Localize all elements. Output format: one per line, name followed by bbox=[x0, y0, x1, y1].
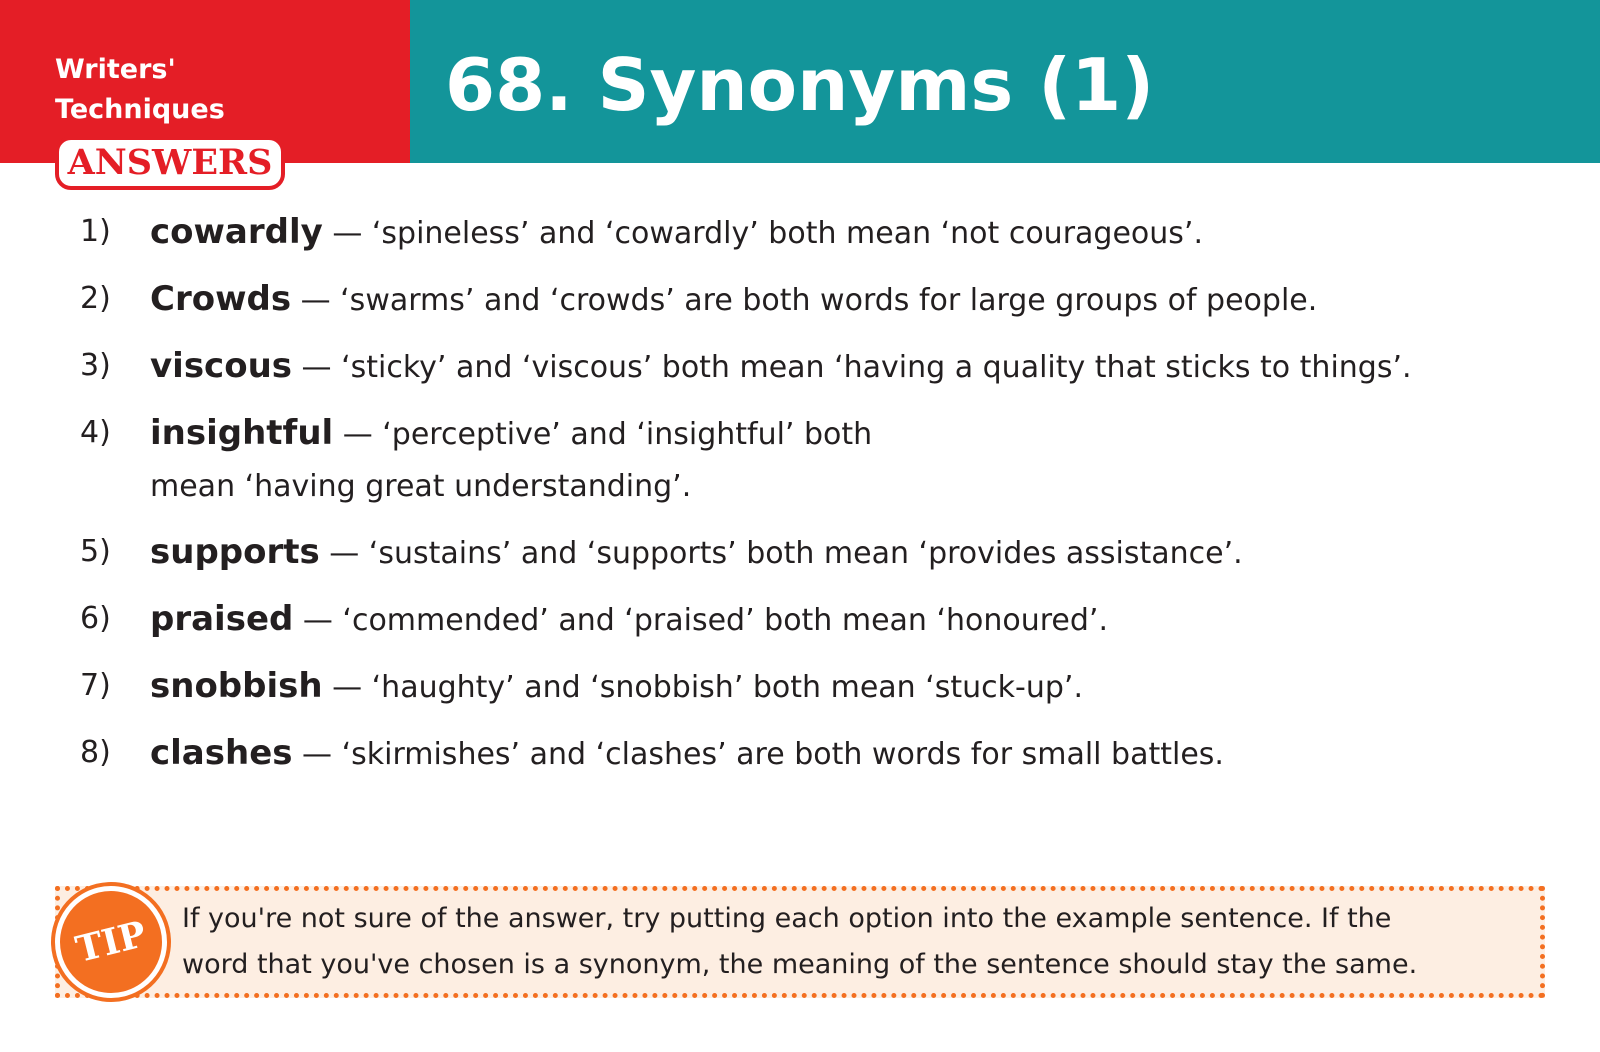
answer-explanation: — ‘sticky’ and ‘viscous’ both mean ‘having a quality that sticks to things’. bbox=[292, 350, 1412, 385]
section-label-line1: Writers' bbox=[55, 54, 176, 85]
section-label-line2: Techniques bbox=[55, 94, 225, 125]
tip-text-line1: If you're not sure of the answer, try putting each option into the example sentence. If the bbox=[182, 903, 1392, 934]
answer-word: praised bbox=[150, 599, 294, 639]
answer-item-4 bbox=[80, 407, 1580, 513]
answer-explanation: — ‘spineless’ and ‘cowardly’ both mean ‘not courageous’. bbox=[322, 216, 1203, 251]
tip-badge: TIP bbox=[43, 874, 179, 1010]
answer-word: cowardly bbox=[150, 212, 323, 252]
answer-item-8 bbox=[80, 727, 1580, 781]
answer-word: Crowds bbox=[150, 279, 292, 319]
answer-word: clashes bbox=[150, 733, 293, 773]
answer-word: snobbish bbox=[150, 666, 323, 706]
answers-badge: ANSWERS bbox=[55, 136, 285, 190]
answer-number: 1) bbox=[80, 214, 111, 249]
answer-item-2 bbox=[80, 273, 1580, 327]
answer-item-7 bbox=[80, 660, 1580, 714]
answer-word: viscous bbox=[150, 346, 293, 386]
tip-text-line2: word that you've chosen is a synonym, the meaning of the sentence should stay the same. bbox=[182, 949, 1418, 980]
answer-explanation: — ‘sustains’ and ‘supports’ both mean ‘provides assistance’. bbox=[319, 536, 1243, 571]
answers-list bbox=[80, 206, 1580, 794]
answer-item-1 bbox=[80, 206, 1580, 260]
answer-number: 2) bbox=[80, 281, 111, 316]
answer-explanation: — ‘commended’ and ‘praised’ both mean ‘honoured’. bbox=[293, 603, 1109, 638]
answer-item-6 bbox=[80, 593, 1580, 647]
answer-word: insightful bbox=[150, 413, 334, 453]
answer-item-3 bbox=[80, 340, 1580, 394]
answer-number: 6) bbox=[80, 601, 111, 636]
section-label bbox=[55, 50, 225, 130]
answer-number: 8) bbox=[80, 735, 111, 770]
tip-text bbox=[182, 896, 1522, 988]
answer-explanation: — ‘skirmishes’ and ‘clashes’ are both words for small battles. bbox=[292, 737, 1224, 772]
answer-number: 5) bbox=[80, 534, 111, 569]
answer-word: supports bbox=[150, 532, 320, 572]
answer-number: 7) bbox=[80, 668, 111, 703]
answer-item-5 bbox=[80, 526, 1580, 580]
answer-number: 3) bbox=[80, 348, 111, 383]
answer-explanation: — ‘haughty’ and ‘snobbish’ both mean ‘stuck-up’. bbox=[322, 670, 1083, 705]
answer-explanation: — ‘swarms’ and ‘crowds’ are both words for large groups of people. bbox=[291, 283, 1318, 318]
answer-number: 4) bbox=[80, 415, 111, 450]
answer-explanation: — ‘perceptive’ and ‘insightful’ both bbox=[333, 417, 873, 452]
page-title: 68. Synonyms (1) bbox=[445, 43, 1155, 127]
answer-explanation-continued: mean ‘having great understanding’. bbox=[150, 469, 692, 504]
